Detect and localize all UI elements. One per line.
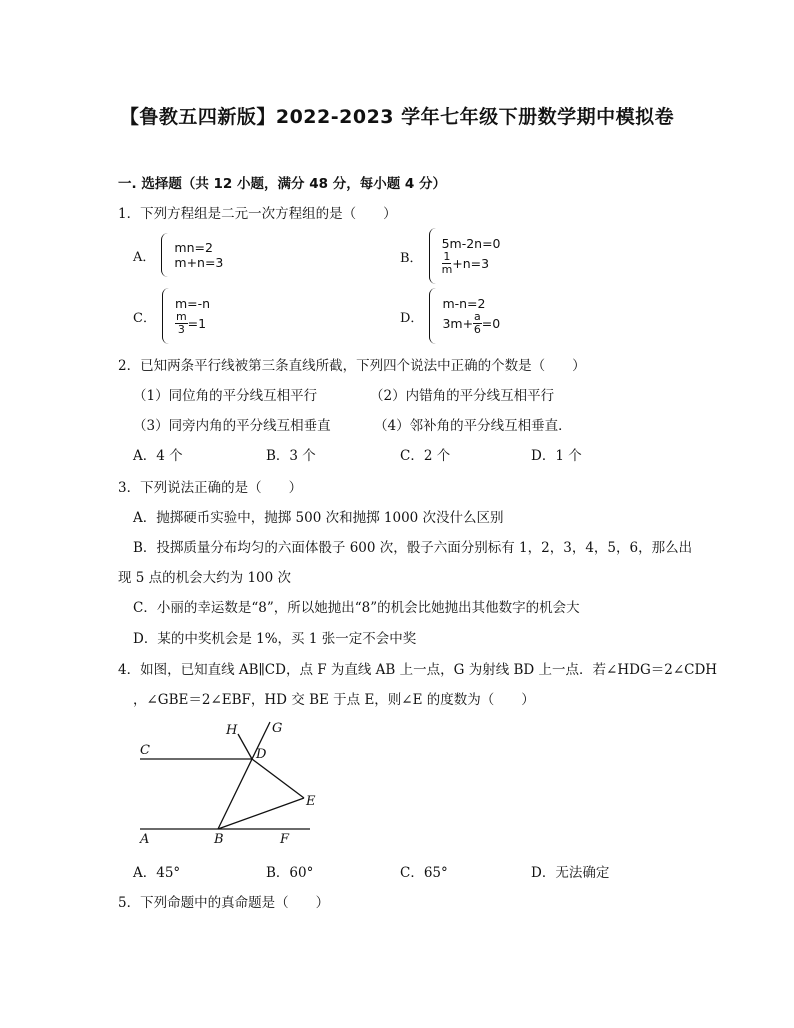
- point-label-e: E: [306, 794, 316, 809]
- point-label-g: G: [272, 721, 283, 736]
- point-label-f: F: [280, 832, 290, 847]
- q3-option-b-continued: 现 5 点的机会大约为 100 次: [118, 570, 292, 586]
- statement: （4）邻补角的平分线互相垂直．: [374, 418, 572, 434]
- fraction-denominator: m: [441, 263, 453, 276]
- equation: +n=3: [452, 256, 490, 271]
- equation: =1: [187, 316, 207, 331]
- q3-option-b: B．投掷质量分布均匀的六面体骰子 600 次，骰子六面分别标有 1，2，3，4，5，6，那么出: [133, 540, 693, 556]
- fraction-numerator: 1: [443, 250, 451, 263]
- option-label: A．: [133, 249, 156, 265]
- q2-option-a: A．4 个: [133, 448, 183, 464]
- q2-option-c: C．2 个: [400, 448, 451, 464]
- brace-icon: [429, 288, 437, 344]
- q1-option-c: [133, 288, 210, 344]
- question-2-stem: 2．已知两条平行线被第三条直线所截，下列四个说法中正确的个数是（ ）: [118, 358, 586, 374]
- option-label: C．: [133, 310, 156, 326]
- equation: 5m-2n=0: [441, 236, 501, 251]
- section-heading: 一. 选择题（共 12 小题，满分 48 分，每小题 4 分）: [118, 176, 446, 192]
- statement: （2）内错角的平分线互相平行: [370, 388, 555, 404]
- q4-option-a: A．45°: [133, 865, 181, 881]
- point-label-a: A: [140, 832, 150, 847]
- question-4-stem: 4．如图，已知直线 AB∥CD，点 F 为直线 AB 上一点，G 为射线 BD 上一点．若∠HDG＝2∠CDH: [118, 662, 718, 678]
- q1-option-b: [400, 228, 501, 284]
- segment-hd: [238, 734, 252, 759]
- statement: （1）同位角的平分线互相平行: [133, 388, 318, 404]
- question-3-stem: 3．下列说法正确的是（ ）: [118, 480, 303, 496]
- point-label-d: D: [256, 747, 267, 762]
- geometry-figure: [130, 716, 330, 852]
- option-label: D．: [400, 310, 424, 326]
- equation: m-n=2: [442, 296, 486, 311]
- question-4-stem-continued: ，∠GBE＝2∠EBF，HD 交 BE 于点 E，则∠E 的度数为（ ）: [133, 692, 535, 708]
- question-1-stem: 1．下列方程组是二元一次方程组的是（ ）: [118, 206, 397, 222]
- equation: m=-n: [174, 296, 211, 311]
- point-label-h: H: [226, 723, 238, 738]
- question-5-stem: 5．下列命题中的真命题是（ ）: [118, 895, 330, 911]
- point-label-b: B: [214, 832, 224, 847]
- equation: =0: [481, 316, 501, 331]
- q1-option-d: [400, 288, 500, 344]
- brace-icon: [161, 233, 169, 277]
- segment-de: [252, 759, 304, 798]
- q4-option-d: D．无法确定: [531, 865, 610, 881]
- q1-option-a: [133, 233, 223, 277]
- option-label: B．: [400, 250, 423, 266]
- q4-option-b: B．60°: [266, 865, 314, 881]
- fraction-denominator: 6: [473, 323, 481, 336]
- equation: mn=2: [174, 240, 213, 255]
- brace-icon: [429, 228, 437, 284]
- point-label-c: C: [140, 743, 150, 758]
- q4-option-c: C．65°: [400, 865, 448, 881]
- q3-option-c: C．小丽的幸运数是“8”，所以她抛出“8”的机会比她抛出其他数字的机会大: [133, 600, 580, 616]
- q2-option-d: D．1 个: [531, 448, 582, 464]
- statement: （3）同旁内角的平分线互相垂直: [133, 418, 331, 434]
- q3-option-a: A．抛掷硬币实验中，抛掷 500 次和抛掷 1000 次没什么区别: [133, 510, 504, 526]
- brace-icon: [162, 288, 170, 344]
- equation: m+n=3: [174, 255, 224, 270]
- fraction-numerator: a: [474, 310, 481, 323]
- page-title: 【鲁教五四新版】2022-2023 学年七年级下册数学期中模拟卷: [119, 106, 675, 128]
- q2-option-b: B．3 个: [266, 448, 316, 464]
- q3-option-d: D．某的中奖机会是 1%，买 1 张一定不会中奖: [133, 631, 417, 647]
- fraction-denominator: 3: [177, 323, 185, 336]
- equation: 3m+: [442, 316, 474, 331]
- fraction-numerator: m: [175, 310, 187, 323]
